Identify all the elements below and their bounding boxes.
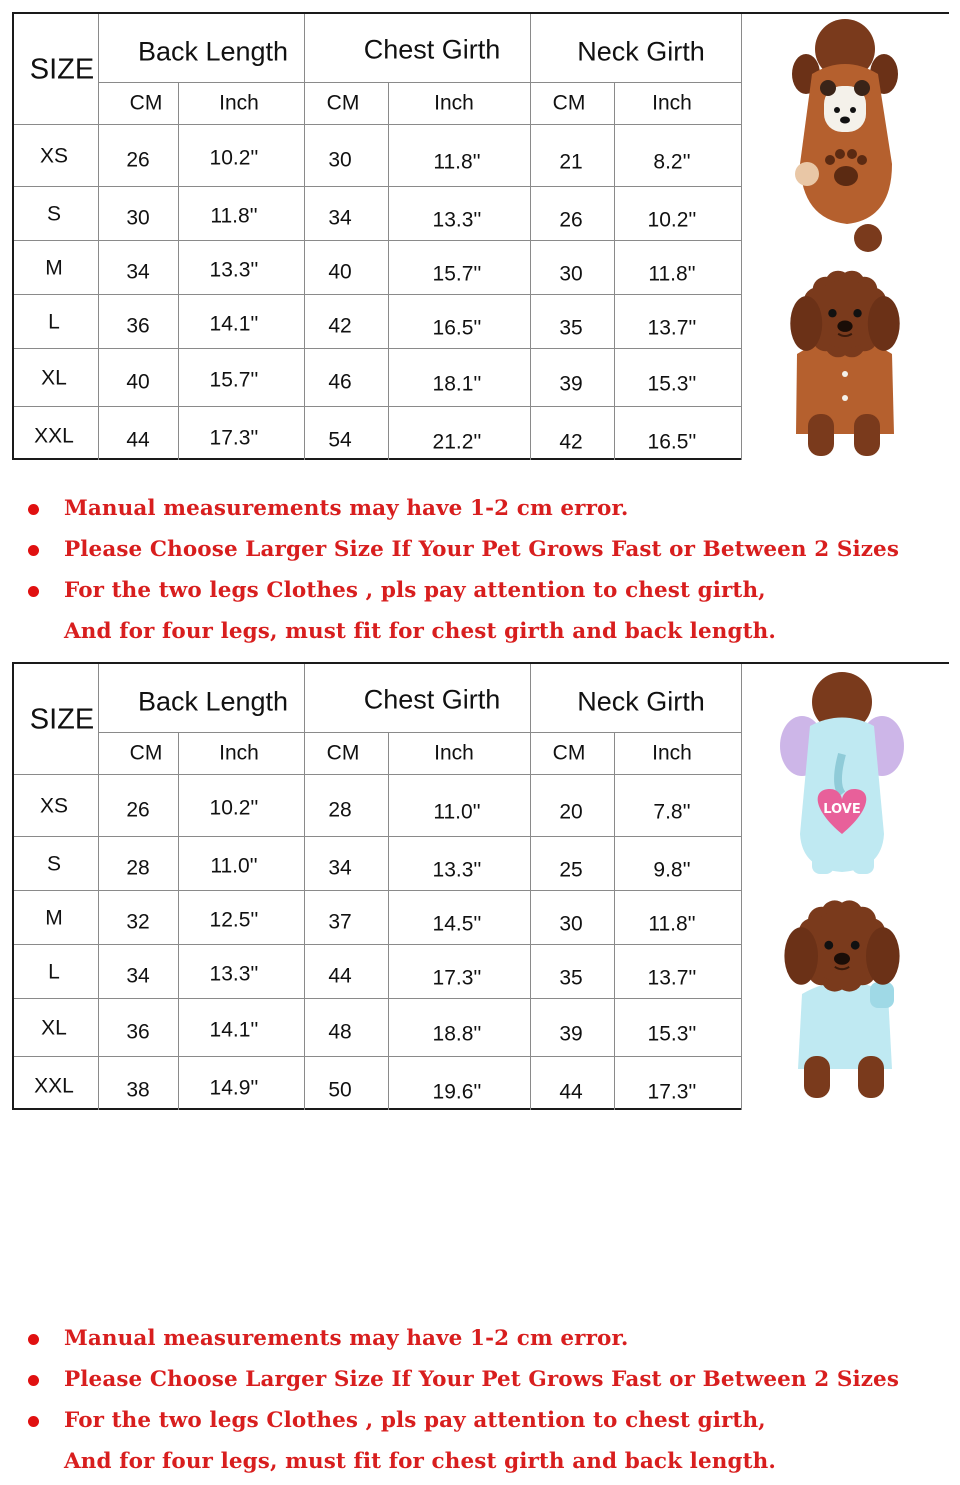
row-divider [98, 82, 741, 83]
note-text: Manual measurements may have 1-2 cm error. [64, 496, 629, 521]
inch-subheader: Inch [434, 741, 474, 765]
back-length-inch-value: 11.0'' [210, 854, 258, 878]
row-divider [14, 348, 741, 349]
blue-costume-body [800, 718, 884, 873]
love-badge-text: LOVE [823, 802, 861, 817]
back-length-inch-value: 13.3'' [209, 962, 259, 986]
chest-girth-cm-value: 28 [328, 798, 352, 822]
dog-nose-icon [837, 320, 852, 331]
neck-girth-inch-value: 11.8'' [648, 262, 696, 286]
size-label: XL [41, 1016, 67, 1040]
neck-girth-cm-value: 25 [559, 858, 583, 882]
column-divider [304, 14, 305, 460]
chest-girth-inch-value: 18.1'' [432, 372, 482, 396]
neck-girth-cm-value: 26 [559, 208, 583, 232]
dog-nose-icon [834, 953, 850, 965]
bullet-dot-icon [28, 1416, 39, 1427]
back-length-cm-value: 40 [126, 370, 150, 394]
back-length-cm-value: 36 [126, 1020, 150, 1044]
row-divider [98, 732, 741, 733]
row-divider [14, 406, 741, 407]
back-length-inch-value: 14.9'' [209, 1076, 259, 1100]
chest-girth-cm-value: 34 [328, 206, 352, 230]
chest-girth-inch-value: 11.8'' [433, 150, 481, 174]
chest-girth-cm-value: 30 [328, 148, 352, 172]
neck-girth-cm-value: 42 [559, 430, 583, 454]
neck-girth-inch-value: 16.5'' [647, 430, 697, 454]
notes-section-2 [12, 1310, 949, 1485]
chest-girth-cm-value: 34 [328, 856, 352, 880]
back-length-inch-value: 17.3'' [209, 426, 259, 450]
back-length-inch-value: 14.1'' [209, 312, 259, 336]
back-length-inch-value: 14.1'' [209, 1018, 259, 1042]
note-text: Please Choose Larger Size If Your Pet Grows Fast or Between 2 Sizes [64, 537, 900, 562]
inch-subheader: Inch [652, 91, 692, 115]
back-length-cm-value: 34 [126, 260, 150, 284]
column-divider [98, 664, 99, 1110]
back-length-cm-value: 30 [126, 206, 150, 230]
notes-section-1 [12, 480, 949, 660]
back-length-header: Back Length [137, 36, 289, 67]
neck-girth-inch-value: 15.3'' [647, 1022, 697, 1046]
bullet-dot-icon [28, 586, 39, 597]
dog-eye-icon [853, 309, 861, 317]
back-length-cm-value: 34 [126, 964, 150, 988]
note-text: And for four legs, must fit for chest girth and back length. [64, 619, 776, 644]
cm-subheader: CM [552, 91, 586, 115]
back-length-header: Back Length [137, 686, 289, 717]
row-divider [14, 1056, 741, 1057]
back-length-cm-value: 44 [126, 428, 150, 452]
back-length-cm-value: 38 [126, 1078, 150, 1102]
chest-girth-inch-value: 19.6'' [432, 1080, 482, 1104]
chest-girth-cm-value: 44 [328, 964, 352, 988]
chest-girth-cm-value: 40 [328, 260, 352, 284]
column-divider [530, 14, 531, 460]
neck-girth-cm-value: 39 [559, 372, 583, 396]
back-length-inch-value: 12.5'' [209, 908, 259, 932]
bullet-dot-icon [28, 1375, 39, 1386]
cm-subheader: CM [326, 91, 360, 115]
size-label: S [46, 202, 62, 226]
neck-girth-inch-value: 13.7'' [647, 316, 697, 340]
size-chart-table-2 [12, 662, 949, 1110]
chest-girth-inch-value: 21.2'' [432, 430, 482, 454]
cm-subheader: CM [326, 741, 360, 765]
size-column-header: SIZE [29, 703, 95, 736]
row-divider [14, 294, 741, 295]
elephant-trunk [838, 754, 842, 794]
note-text: Manual measurements may have 1-2 cm error. [64, 1326, 629, 1351]
column-divider [304, 664, 305, 1110]
elephant-costume-back-view [780, 672, 904, 874]
neck-girth-cm-value: 21 [559, 150, 583, 174]
chest-girth-cm-value: 37 [328, 910, 352, 934]
back-length-cm-value: 28 [126, 856, 150, 880]
neck-girth-cm-value: 35 [559, 316, 583, 340]
inch-subheader: Inch [219, 91, 259, 115]
neck-girth-header: Neck Girth [577, 686, 705, 717]
neck-girth-inch-value: 9.8'' [653, 858, 691, 882]
back-length-cm-value: 26 [126, 148, 150, 172]
neck-girth-inch-value: 7.8'' [653, 800, 691, 824]
column-divider [388, 732, 389, 1110]
column-divider [530, 664, 531, 1110]
dog-eye-icon [828, 309, 836, 317]
neck-girth-inch-value: 11.8'' [648, 912, 696, 936]
back-length-inch-value: 15.7'' [209, 368, 259, 392]
chest-girth-cm-value: 48 [328, 1020, 352, 1044]
inch-subheader: Inch [219, 741, 259, 765]
size-column-header: SIZE [29, 53, 95, 86]
size-label: XS [39, 794, 69, 818]
back-length-inch-value: 10.2'' [209, 796, 259, 820]
row-divider [14, 186, 741, 187]
chest-girth-inch-value: 17.3'' [432, 966, 482, 990]
column-divider [614, 82, 615, 460]
size-label: XXL [34, 424, 74, 448]
note-text: For the two legs Clothes , pls pay attention to chest girth, [64, 578, 766, 603]
chest-girth-inch-value: 15.7'' [432, 262, 482, 286]
chest-girth-inch-value: 16.5'' [432, 316, 482, 340]
back-length-inch-value: 10.2'' [209, 146, 259, 170]
cm-subheader: CM [129, 91, 163, 115]
column-divider [98, 14, 99, 460]
size-label: XXL [34, 1074, 74, 1098]
bullet-dot-icon [28, 1334, 39, 1345]
note-text: Please Choose Larger Size If Your Pet Grows Fast or Between 2 Sizes [64, 1367, 900, 1392]
row-divider [14, 944, 741, 945]
bear-costume-back-view [792, 19, 898, 252]
column-divider [388, 82, 389, 460]
size-label: L [48, 960, 60, 984]
size-chart-table-1 [12, 12, 949, 460]
paw-print-icon [834, 166, 858, 186]
cm-subheader: CM [129, 741, 163, 765]
row-divider [14, 998, 741, 999]
chest-girth-cm-value: 42 [328, 314, 352, 338]
neck-girth-cm-value: 44 [559, 1080, 583, 1104]
note-text: And for four legs, must fit for chest girth and back length. [64, 1449, 776, 1474]
neck-girth-inch-value: 17.3'' [647, 1080, 697, 1104]
row-divider [14, 836, 741, 837]
bear-costume-front-view [790, 271, 899, 456]
column-divider [614, 732, 615, 1110]
bullet-dot-icon [28, 545, 39, 556]
neck-girth-cm-value: 30 [559, 262, 583, 286]
elephant-costume-front-view [784, 900, 899, 1098]
neck-girth-cm-value: 39 [559, 1022, 583, 1046]
chest-girth-cm-value: 54 [328, 428, 352, 452]
size-label: M [45, 256, 63, 280]
neck-girth-header: Neck Girth [577, 36, 705, 67]
chest-girth-header: Chest Girth [363, 34, 501, 65]
size-chart-section-2 [12, 662, 949, 1110]
size-label: XS [39, 144, 69, 168]
neck-girth-inch-value: 8.2'' [653, 150, 691, 174]
chest-girth-cm-value: 50 [328, 1078, 352, 1102]
size-label: L [48, 310, 60, 334]
neck-girth-cm-value: 35 [559, 966, 583, 990]
inch-subheader: Inch [652, 741, 692, 765]
bear-costume-dog-photo [742, 14, 949, 460]
dog-eye-icon [851, 941, 860, 950]
neck-girth-cm-value: 20 [559, 800, 583, 824]
back-length-cm-value: 32 [126, 910, 150, 934]
dog-eye-icon [824, 941, 833, 950]
back-length-inch-value: 11.8'' [210, 204, 258, 228]
column-divider [178, 732, 179, 1110]
size-label: S [46, 852, 62, 876]
size-label: XL [41, 366, 67, 390]
inch-subheader: Inch [434, 91, 474, 115]
neck-girth-inch-value: 15.3'' [647, 372, 697, 396]
row-divider [14, 890, 741, 891]
note-text: For the two legs Clothes , pls pay attention to chest girth, [64, 1408, 766, 1433]
chest-girth-inch-value: 14.5'' [432, 912, 482, 936]
neck-girth-cm-value: 30 [559, 912, 583, 936]
row-divider [14, 124, 741, 125]
size-label: M [45, 906, 63, 930]
chest-girth-cm-value: 46 [328, 370, 352, 394]
chest-girth-header: Chest Girth [363, 684, 501, 715]
column-divider [178, 82, 179, 460]
chest-girth-inch-value: 18.8'' [432, 1022, 482, 1046]
row-divider [14, 774, 741, 775]
neck-girth-inch-value: 13.7'' [647, 966, 697, 990]
row-divider [14, 240, 741, 241]
chest-girth-inch-value: 13.3'' [432, 208, 482, 232]
elephant-costume-dog-photo [742, 664, 949, 1110]
back-length-cm-value: 26 [126, 798, 150, 822]
back-length-cm-value: 36 [126, 314, 150, 338]
tail-pompom [854, 224, 882, 252]
bullet-dot-icon [28, 504, 39, 515]
back-length-inch-value: 13.3'' [209, 258, 259, 282]
size-chart-section-1 [12, 12, 949, 460]
chest-girth-inch-value: 13.3'' [432, 858, 482, 882]
neck-girth-inch-value: 10.2'' [647, 208, 697, 232]
chest-girth-inch-value: 11.0'' [433, 800, 481, 824]
cm-subheader: CM [552, 741, 586, 765]
